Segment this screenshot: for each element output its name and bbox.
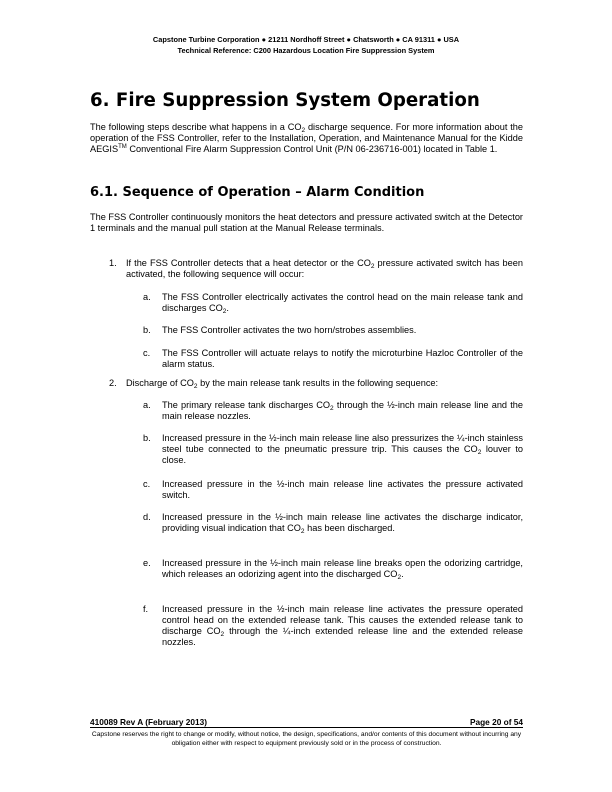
header-technical-reference: Technical Reference: C200 Hazardous Location Fire Suppression System (177, 45, 435, 55)
list-item-step-1b: b. The FSS Controller activates the two horn/strobes assemblies. (143, 325, 417, 335)
list-item-step-2a: a. The primary release tank discharges $CO_2$ through the ½-inch main release line and the main release nozzles. (143, 400, 523, 421)
list-marker: 1. (109, 258, 117, 268)
list-item-step-2: 2. Discharge of $CO_2$ by the main release tank results in the following sequence: (109, 378, 439, 390)
list-item-step-2f: f. Increased pressure in the ½-inch main release line activates the pressure operated control head on the extended release tank. This causes the extended release tank to discharge $CO_2$ through the ¼-inch extended release line and the extended release nozzles. (143, 604, 524, 647)
list-marker: a. (143, 292, 151, 302)
list-item-step-2d: d. Increased pressure in the ½-inch main release line activates the discharge indicator, providing visual indication that $CO_2$ has been discharged. (143, 512, 523, 535)
footer-divider (90, 727, 523, 728)
list-marker: c. (143, 479, 151, 489)
list-marker: 2. (109, 378, 117, 388)
list-item-step-2e: e. Increased pressure in the ½-inch main release line breaks open the odorizing cartridge, which releases an odorizing agent into the discharged $CO_2$. (143, 558, 523, 581)
subsection-title: Sequence of Operation – Alarm Condition (122, 185, 425, 200)
list-marker: d. (143, 512, 151, 522)
monitoring-paragraph: The FSS Controller continuously monitors the heat detectors and pressure activated switch at the Detector 1 terminals and the manual pull station at the Manual Release terminals. (90, 212, 523, 233)
list-marker: f. (143, 604, 149, 614)
list-item-step-2c: c. Increased pressure in the ½-inch main release line activates the pressure activated switch. (143, 479, 523, 500)
list-marker: b. (143, 433, 151, 443)
section-heading (90, 90, 480, 111)
header-company-address: Capstone Turbine Corporation ● 21211 Nordhoff Street ● Chatsworth ● CA 91311 ● USA (152, 35, 460, 44)
section-title: Fire Suppression System Operation (115, 90, 480, 111)
list-marker: a. (143, 400, 151, 410)
subsection-number: 6.1. (90, 185, 118, 200)
list-item-step-1: 1. If the FSS Controller detects that a heat detector or the $CO_2$ pressure activated switch has been activated, the following sequence will occur: (109, 258, 523, 279)
page-header (0, 35, 612, 56)
list-item-step-1c: c. The FSS Controller will actuate relays to notify the microturbine Hazloc Controller of the alarm status. (143, 348, 523, 369)
list-marker: b. (143, 325, 151, 335)
footer-page-number: Page 20 of 54 (469, 717, 523, 727)
intro-paragraph: The following steps describe what happens in a $CO_2$ discharge sequence. For more information about the operation of the FSS Controller, refer to the Installation, Operation, and Maintenance Manual for the Kidde AEGIS™ Conventional Fire Alarm Suppression Control Unit (P/N 06-236716-001) located in Table 1. (90, 122, 523, 154)
list-item-step-2b: b. Increased pressure in the ½-inch main release line also pressurizes the ¼-inch stainless steel tube connected to the pneumatic pressure trip. This causes the $CO_2$ louver to close. (143, 433, 523, 465)
list-item-step-1a: a. The FSS Controller electrically activates the control head on the main release tank and discharges $CO_2$. (143, 292, 523, 315)
list-marker: e. (143, 558, 151, 568)
footer-document-id: 410089 Rev A (February 2013) (90, 717, 207, 727)
footer-disclaimer: Capstone reserves the right to change or modify, without notice, the design, specifications, and/or contents of this document without incurring any obligation either with respect to equipment previously sold or in the process of construction. (91, 731, 522, 747)
subsection-heading (90, 185, 424, 200)
section-number: 6. (90, 90, 110, 111)
list-marker: c. (143, 348, 151, 358)
